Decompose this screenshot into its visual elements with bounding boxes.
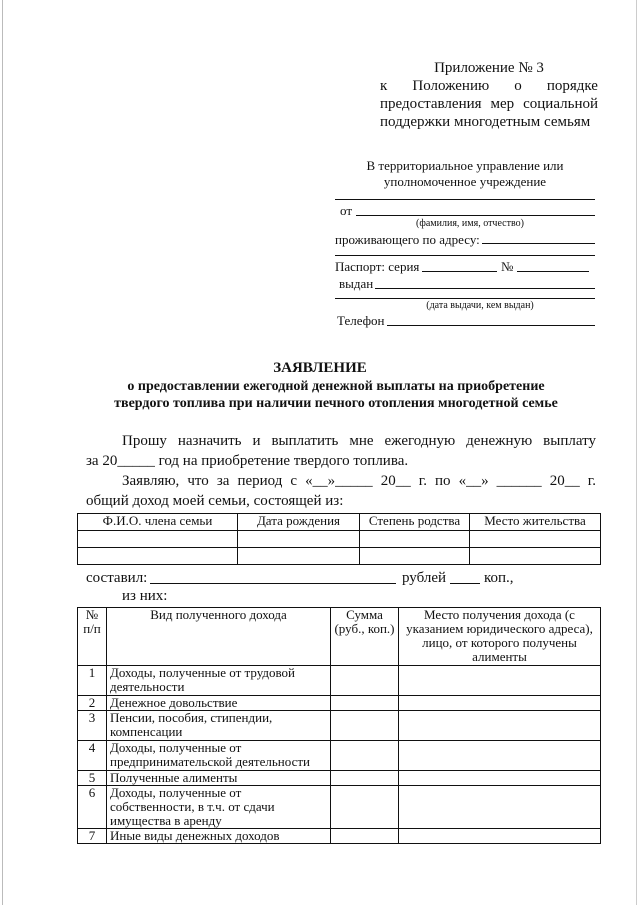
statement-title: ЗАЯВЛЕНИЕ xyxy=(273,360,367,376)
table-cell[interactable] xyxy=(360,531,470,548)
fio-field[interactable] xyxy=(356,215,595,216)
row-number: 7 xyxy=(78,829,107,844)
income-header-sum: Сумма (руб., коп.) xyxy=(331,608,399,666)
row-number: 3 xyxy=(78,711,107,741)
from-label: от xyxy=(340,203,353,218)
income-type-cell: Полученные алименты xyxy=(107,771,331,786)
addressee-blank-line[interactable] xyxy=(335,199,595,200)
issued-field-2[interactable] xyxy=(335,298,595,299)
total-amount-field[interactable] xyxy=(150,583,396,584)
family-header-fio: Ф.И.О. члена семьи xyxy=(78,514,238,531)
income-place-cell[interactable] xyxy=(399,711,601,741)
address-field-2[interactable] xyxy=(335,255,595,256)
table-cell[interactable] xyxy=(238,548,360,565)
passport-number-field[interactable] xyxy=(517,271,589,272)
row-number: 2 xyxy=(78,696,107,711)
appendix-word-polozheniyu: Положению xyxy=(412,78,490,94)
row-number: 1 xyxy=(78,666,107,696)
income-place-cell[interactable] xyxy=(399,786,601,829)
appendix-title: Приложение № 3 xyxy=(434,60,544,76)
passport-series-field[interactable] xyxy=(422,271,497,272)
issued-label: выдан xyxy=(339,276,374,291)
income-sum-cell[interactable] xyxy=(331,786,399,829)
row-number: 5 xyxy=(78,771,107,786)
kop-label: коп., xyxy=(484,570,514,586)
table-row xyxy=(78,786,601,829)
issued-field[interactable] xyxy=(375,288,595,289)
income-header-num: № п/п xyxy=(78,608,107,666)
appendix-line2: предоставления мер социальной xyxy=(380,96,598,112)
table-row xyxy=(78,531,601,548)
income-place-cell[interactable] xyxy=(399,666,601,696)
passport-label: Паспорт: серия xyxy=(335,259,420,274)
fio-hint: (фамилия, имя, отчество) xyxy=(416,218,524,229)
income-type-cell: Денежное довольствие xyxy=(107,696,331,711)
income-table xyxy=(77,607,601,844)
table-cell[interactable] xyxy=(470,548,601,565)
income-type-cell: Доходы, полученные от предпринимательской деятельности xyxy=(107,741,331,771)
table-row xyxy=(78,771,601,786)
income-sum-cell[interactable] xyxy=(331,829,399,844)
table-row xyxy=(78,711,601,741)
row-number: 4 xyxy=(78,741,107,771)
income-sum-cell[interactable] xyxy=(331,711,399,741)
family-header-birthdate: Дата рождения xyxy=(238,514,360,531)
request-line-1: Прошу назначить и выплатить мне ежегодную денежную выплату xyxy=(122,433,596,449)
table-row xyxy=(78,548,601,565)
income-place-cell[interactable] xyxy=(399,829,601,844)
address-field[interactable] xyxy=(482,243,595,244)
income-type-cell: Доходы, полученные от трудовой деятельности xyxy=(107,666,331,696)
table-cell[interactable] xyxy=(78,531,238,548)
passport-number-sign: № xyxy=(501,259,514,274)
table-cell[interactable] xyxy=(238,531,360,548)
total-label: составил: xyxy=(86,570,148,586)
income-place-cell[interactable] xyxy=(399,696,601,711)
income-header-place: Место получения дохода (с указанием юридического адреса), лицо, от которого получены алименты xyxy=(399,608,601,666)
of-them-label: из них: xyxy=(122,588,168,604)
family-header-relation: Степень родства xyxy=(360,514,470,531)
income-sum-cell[interactable] xyxy=(331,666,399,696)
table-row xyxy=(78,741,601,771)
appendix-word-poryadke: порядке xyxy=(546,78,598,94)
income-sum-cell[interactable] xyxy=(331,741,399,771)
addressee-line1: В территориальное управление или xyxy=(366,158,564,173)
appendix-word-k: к xyxy=(380,78,388,94)
income-type-cell: Доходы, полученные от собственности, в т.ч. от сдачи имущества в аренду xyxy=(107,786,331,829)
request-line-2: за 20_____ год на приобретение твердого топлива. xyxy=(86,453,409,469)
income-sum-cell[interactable] xyxy=(331,696,399,711)
income-type-cell: Иные виды денежных доходов xyxy=(107,829,331,844)
appendix-word-o: о xyxy=(514,78,522,94)
table-row xyxy=(78,696,601,711)
scan-edge-right xyxy=(636,0,637,905)
income-place-cell[interactable] xyxy=(399,771,601,786)
phone-label: Телефон xyxy=(337,313,385,328)
table-cell[interactable] xyxy=(78,548,238,565)
statement-subtitle-1: о предоставлении ежегодной денежной выплаты на приобретение xyxy=(127,379,545,394)
declare-line-2: общий доход моей семьи, состоящей из: xyxy=(86,493,344,509)
addressee-line2: уполномоченное учреждение xyxy=(383,174,547,189)
table-row xyxy=(78,829,601,844)
income-place-cell[interactable] xyxy=(399,741,601,771)
kop-field[interactable] xyxy=(450,583,480,584)
residing-label: проживающего по адресу: xyxy=(335,232,480,247)
income-type-cell: Пенсии, пособия, стипендии, компенсации xyxy=(107,711,331,741)
appendix-line3: поддержки многодетным семьям xyxy=(380,114,591,130)
table-cell[interactable] xyxy=(470,531,601,548)
table-row xyxy=(78,666,601,696)
family-header-residence: Место жительства xyxy=(470,514,601,531)
family-members-table xyxy=(77,513,601,565)
income-header-type: Вид полученного дохода xyxy=(107,608,331,666)
appendix-line1 xyxy=(380,78,598,95)
row-number: 6 xyxy=(78,786,107,829)
income-sum-cell[interactable] xyxy=(331,771,399,786)
table-cell[interactable] xyxy=(360,548,470,565)
statement-subtitle-2: твердого топлива при наличии печного отопления многодетной семье xyxy=(114,396,558,411)
rubles-label: рублей xyxy=(402,570,447,586)
declare-line-1: Заявляю, что за период с «__»_____ 20__ г. по «__» ______ 20__ г. xyxy=(122,473,596,489)
issued-hint: (дата выдачи, кем выдан) xyxy=(426,300,534,311)
phone-field[interactable] xyxy=(387,325,595,326)
scan-edge-left xyxy=(2,0,3,905)
